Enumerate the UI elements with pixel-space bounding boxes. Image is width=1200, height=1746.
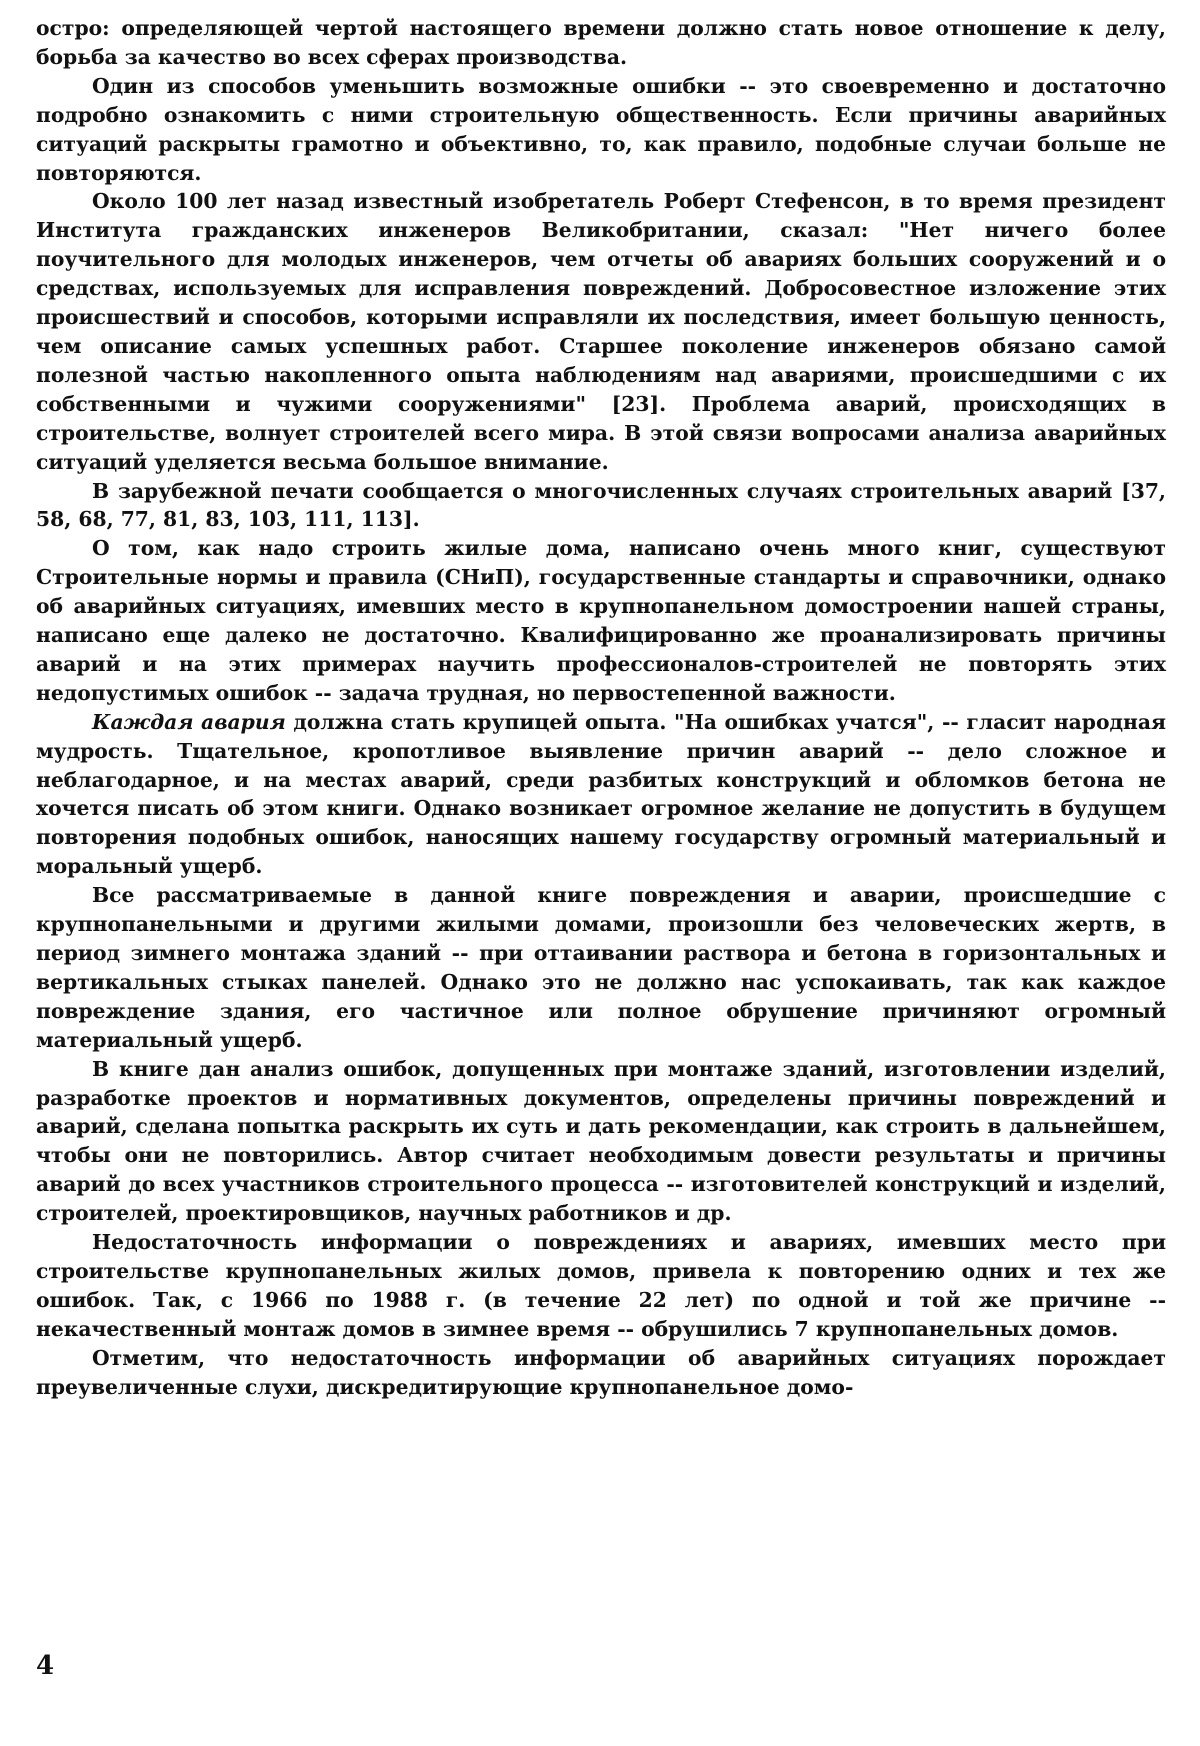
paragraph-continuation: остро: определяющей чертой настоящего времени должно стать новое отношение к делу, борьба за качество во всех сферах производства. (36, 16, 1166, 69)
emphasis-rest: должна стать крупицей опыта. "На ошибках учатся", -- гласит народная мудрость. Тщательное, кропотливое выявление причин аварий -- дело сложное и неблагодарное, и на местах аварий, среди разбитых конструкций и обломков бетона не хочется писать об этом книги. Однако возникает огромное желание не допустить в будущем повторения подобных ошибок, наносящих нашему государству огромный материальный и моральный ущерб. (36, 709, 1167, 879)
page-number: 4 (36, 1651, 55, 1681)
paragraph: О том, как надо строить жилые дома, написано очень много книг, существуют Строительные нормы и правила (СНиП), государственные стандарты и справочники, однако об аварийных ситуациях, имевших место в крупнопанельном домостроении нашей страны, написано еще далеко не достаточно. Квалифицированно же проанализировать причины аварий и на этих примерах научить профессионалов-строителей не повторять этих недопустимых ошибок -- задача трудная, но первостепенной важности. (36, 536, 1166, 705)
paragraph-last: Отметим, что недостаточность информации об аварийных ситуациях порождает преувеличенные слухи, дискредитирующие крупнопанельное домо- (36, 1345, 1166, 1399)
paragraph: В зарубежной печати сообщается о многочисленных случаях строительных аварий [37, 58, 68, 77, 81, 83, 103, 111, 113]. (36, 478, 1166, 532)
paragraph: Один из способов уменьшить возможные ошибки -- это своевременно и достаточно подробно ознакомить с ними строительную общественность. Если причины аварийных ситуаций раскрыты грамотно и объективно, то, как правило, подобные случаи больше не повторяются. (36, 73, 1166, 185)
emphasis-lead: Каждая авария (92, 709, 286, 734)
paragraph: Около 100 лет назад известный изобретатель Роберт Стефенсон, в то время президент Института гражданских инженеров Великобритании, сказал: "Нет ничего более поучительного для молодых инженеров, чем отчеты об авариях больших сооружений и о средствах, используемых для исправления повреждений. Добросовестное изложение этих происшествий и способов, которыми исправляли их последствия, имеет большую ценность, чем описание самых успешных работ. Старшее поколение инженеров обязано самой полезной частью накопленного опыта наблюдениям над авариями, происшедшими с их собственными и чужими сооружениями" [23]. Проблема аварий, происходящих в строительстве, волнует строителей всего мира. В этой связи вопросами анализа аварийных ситуаций уделяется весьма большое внимание. (36, 189, 1166, 474)
paragraph: В книге дан анализ ошибок, допущенных при монтаже зданий, изготовлении изделий, разработке проектов и нормативных документов, определены причины повреждений и аварий, сделана попытка раскрыть их суть и дать рекомендации, как строить в дальнейшем, чтобы они не повторились. Автор считает необходимым довести результаты и причины аварий до всех участников строительного процесса -- изготовителей конструкций и изделий, строителей, проектировщиков, научных работников и др. (36, 1056, 1166, 1226)
page-body (36, 14, 1166, 1402)
paragraph: Все рассматриваемые в данной книге повреждения и аварии, происшедшие с крупнопанельными и другими жилыми домами, произошли без человеческих жертв, в период зимнего монтажа зданий -- при оттаивании раствора и бетона в горизонтальных и вертикальных стыках панелей. Однако это не должно нас успокаивать, так как каждое повреждение здания, его частичное или полное обрушение причиняют огромный материальный ущерб. (36, 883, 1166, 1052)
paragraph: Недостаточность информации о повреждениях и авариях, имевших место при строительстве крупнопанельных жилых домов, привела к повторению одних и тех же ошибок. Так, с 1966 по 1988 г. (в течение 22 лет) по одной и той же причине -- некачественный монтаж домов в зимнее время -- обрушились 7 крупнопанельных домов. (36, 1230, 1166, 1341)
paragraph-emphasis (36, 708, 1166, 881)
